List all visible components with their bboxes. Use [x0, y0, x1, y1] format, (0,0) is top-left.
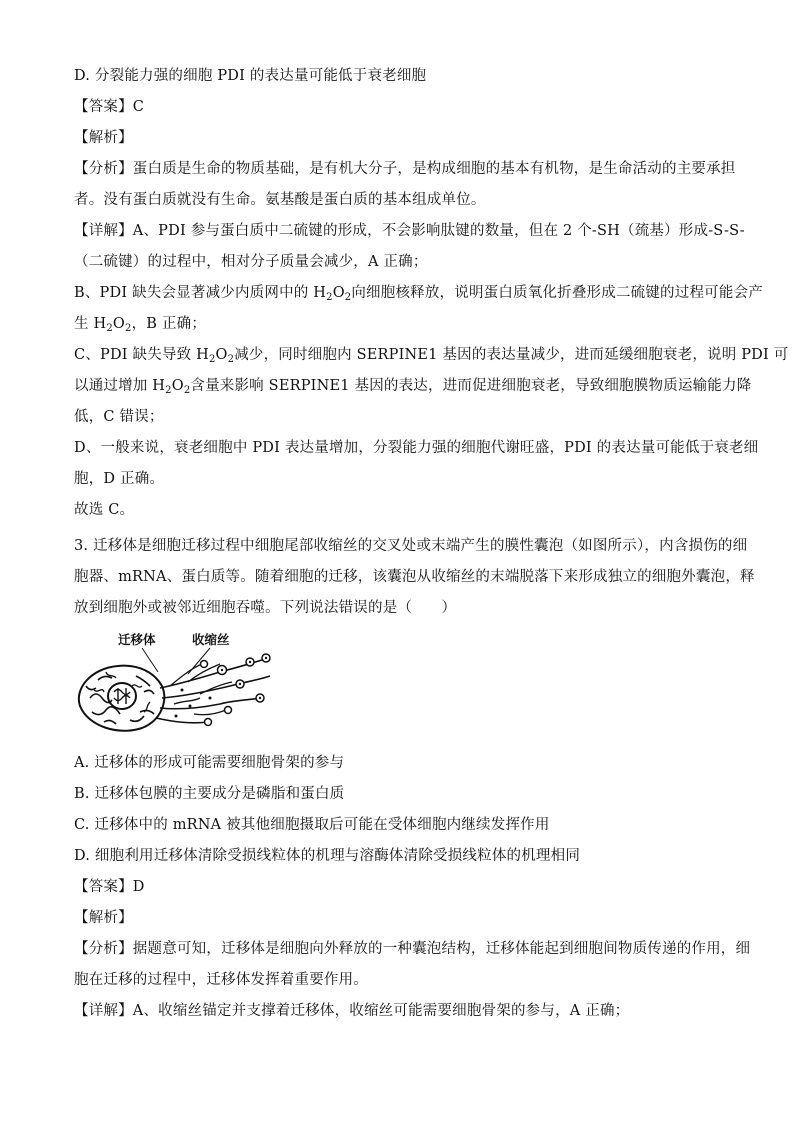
- detail-b-line-1: B、PDI 缺失会显著减少内质网中的 $H_2O_2$向细胞核释放，说明蛋白质氧化折叠形成二硫键的过程可能会产: [74, 285, 763, 303]
- answer-label-previous: 【答案】C: [74, 99, 145, 115]
- option-d: D. 细胞利用迁移体清除受损线粒体的机理与溶酶体清除受损线粒体的机理相同: [74, 848, 581, 864]
- analysis-heading-previous: 【解析】: [74, 130, 133, 146]
- detail-text-line-1: 【详解】A、PDI 参与蛋白质中二硫键的形成，不会影响肽键的数量，但在 2 个-SH（巯基）形成-S-S-: [74, 223, 745, 239]
- option-d-previous: D. 分裂能力强的细胞 PDI 的表达量可能低于衰老细胞: [74, 68, 427, 84]
- q3-detail-line-1: 【详解】A、收缩丝锚定并支撑着迁移体，收缩丝可能需要细胞骨架的参与，A 正确；: [74, 1003, 630, 1019]
- detail-b-line-2: 生 $H_2O_2$，B 正确；: [74, 316, 207, 334]
- figure-label-migrasome: 迁移体: [118, 632, 156, 647]
- option-a: A. 迁移体的形成可能需要细胞骨架的参与: [74, 755, 345, 771]
- answer-label: 【答案】D: [74, 879, 145, 895]
- q3-analysis-line-1: 【分析】据题意可知，迁移体是细胞向外释放的一种囊泡结构，迁移体能起到细胞间物质传递的作用，细: [74, 941, 751, 957]
- question-3-line-2: 胞器、mRNA、蛋白质等。随着细胞的迁移，该囊泡从收缩丝的末端脱落下来形成独立的细胞外囊泡，释: [74, 569, 755, 585]
- option-c: C. 迁移体中的 mRNA 被其他细胞摄取后可能在受体细胞内继续发挥作用: [74, 817, 550, 833]
- analysis-heading: 【解析】: [74, 910, 133, 926]
- detail-c-line-1: C、PDI 缺失导致 $H_2O_2$减少，同时细胞内 SERPINE1 基因的表达量减少，进而延缓细胞衰老，说明 PDI 可: [74, 347, 789, 365]
- choice-conclusion: 故选 C。: [74, 502, 135, 518]
- migrasome-figure: [70, 628, 275, 740]
- detail-c-line-3: 低，C 错误；: [74, 409, 164, 425]
- question-3-line-3: 放到细胞外或被邻近细胞吞噬。下列说法错误的是（ ）: [74, 600, 457, 616]
- figure-label-retraction-fiber: 收缩丝: [192, 632, 230, 647]
- detail-text-line-2: （二硫键）的过程中，相对分子质量会减少，A 正确；: [74, 254, 428, 270]
- analysis-text-line-2: 者。没有蛋白质就没有生命。氨基酸是蛋白质的基本组成单位。: [74, 192, 486, 208]
- detail-c-line-2: 以通过增加 $H_2O_2$含量来影响 SERPINE1 基因的表达，进而促进细胞衰老，导致细胞膜物质运输能力降: [74, 378, 752, 396]
- q3-analysis-line-2: 胞在迁移的过程中，迁移体发挥着重要作用。: [74, 972, 368, 988]
- detail-d-line-2: 胞，D 正确。: [74, 471, 165, 487]
- detail-d-line-1: D、一般来说，衰老细胞中 PDI 表达量增加，分裂能力强的细胞代谢旺盛，PDI 的表达量可能低于衰老细: [74, 440, 759, 456]
- question-3-line-1: 3. 迁移体是细胞迁移过程中细胞尾部收缩丝的交叉处或末端产生的膜性囊泡（如图所示），内含损伤的细: [74, 538, 748, 554]
- cell-illustration: [70, 628, 275, 740]
- option-b: B. 迁移体包膜的主要成分是磷脂和蛋白质: [74, 786, 345, 802]
- analysis-text-line-1: 【分析】蛋白质是生命的物质基础，是有机大分子，是构成细胞的基本有机物，是生命活动的主要承担: [74, 161, 736, 177]
